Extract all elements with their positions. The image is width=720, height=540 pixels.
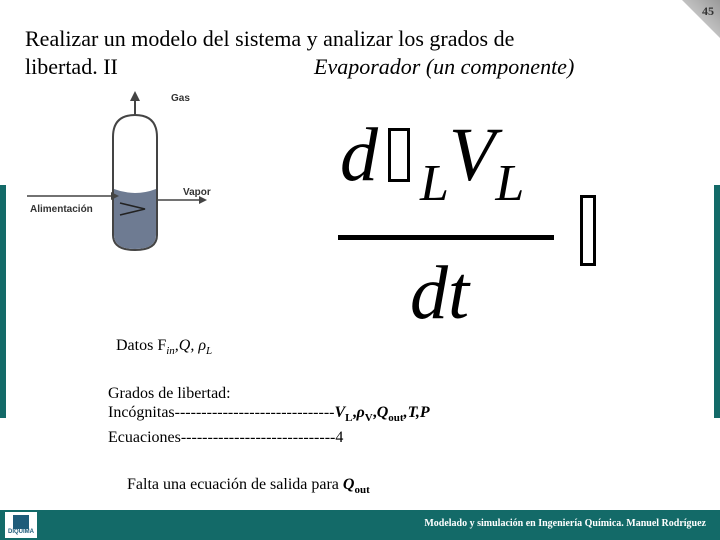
evaporator-diagram xyxy=(25,85,245,255)
title-italic: Evaporador (un componente) xyxy=(314,54,575,79)
incognitas-line xyxy=(108,403,430,428)
footer-bar xyxy=(0,510,720,540)
falta-text: Falta una ecuación de salida para xyxy=(127,476,343,493)
logo-text: DIQUIMA xyxy=(8,529,34,535)
unknown-rho: ρ xyxy=(356,404,365,421)
equation-denominator: dt xyxy=(410,251,470,335)
falta-sub-out: out xyxy=(354,484,370,497)
fraction-bar xyxy=(338,235,554,240)
title-line-1: Realizar un modelo del sistema y analizar los grados de xyxy=(25,26,515,51)
equals-placeholder-box xyxy=(580,195,596,266)
logo-mark-icon xyxy=(13,515,29,529)
mass-balance-equation xyxy=(330,115,620,355)
liquid-fill xyxy=(114,189,156,249)
given-data xyxy=(116,337,212,357)
unknown-sub-l: L xyxy=(345,412,353,425)
eq-v: V xyxy=(448,113,496,197)
equation-numerator xyxy=(340,113,525,212)
eq-sub-l2: L xyxy=(495,155,525,212)
unknown-tail: ,T,P xyxy=(403,404,430,421)
datos-q: ,Q, xyxy=(174,337,199,354)
falta-q: Q xyxy=(342,476,355,493)
incognitas-prefix: Incógnitas------------------------------ xyxy=(108,404,335,421)
rho-placeholder-box xyxy=(388,128,410,182)
datos-sub-in: in xyxy=(166,345,175,358)
unknown-comma-1: , xyxy=(352,404,357,421)
left-accent-bar xyxy=(0,185,6,418)
unknown-sub-out: out xyxy=(388,412,404,425)
unknown-sub-v: V xyxy=(364,412,373,425)
vapor-label: Vapor xyxy=(183,187,211,198)
diquima-logo xyxy=(5,512,37,538)
gas-arrow-icon xyxy=(130,91,140,101)
grados-heading: Grados de libertad: xyxy=(108,385,231,402)
page-number: 45 xyxy=(702,4,714,18)
title-line-2: libertad. II xyxy=(25,54,118,79)
eq-d: d xyxy=(340,113,378,197)
missing-equation-note xyxy=(127,476,370,496)
datos-rho: ρ xyxy=(198,337,207,354)
gas-label: Gas xyxy=(171,93,190,104)
feed-label: Alimentación xyxy=(30,204,93,215)
unknown-comma-2: , xyxy=(372,404,377,421)
page-corner-tab xyxy=(682,0,720,38)
right-accent-bar xyxy=(714,185,720,418)
slide-title xyxy=(25,25,645,81)
footer-text: Modelado y simulación en Ingeniería Química. Manuel Rodríguez xyxy=(424,518,706,529)
datos-prefix: Datos F xyxy=(116,337,167,354)
ecuaciones-line: Ecuaciones-----------------------------4 xyxy=(108,429,344,447)
unknown-v: V xyxy=(334,404,346,421)
unknown-q: Q xyxy=(376,404,389,421)
degrees-of-freedom xyxy=(108,384,430,447)
datos-sub-l: L xyxy=(206,345,213,358)
eq-sub-l1: L xyxy=(420,155,449,212)
